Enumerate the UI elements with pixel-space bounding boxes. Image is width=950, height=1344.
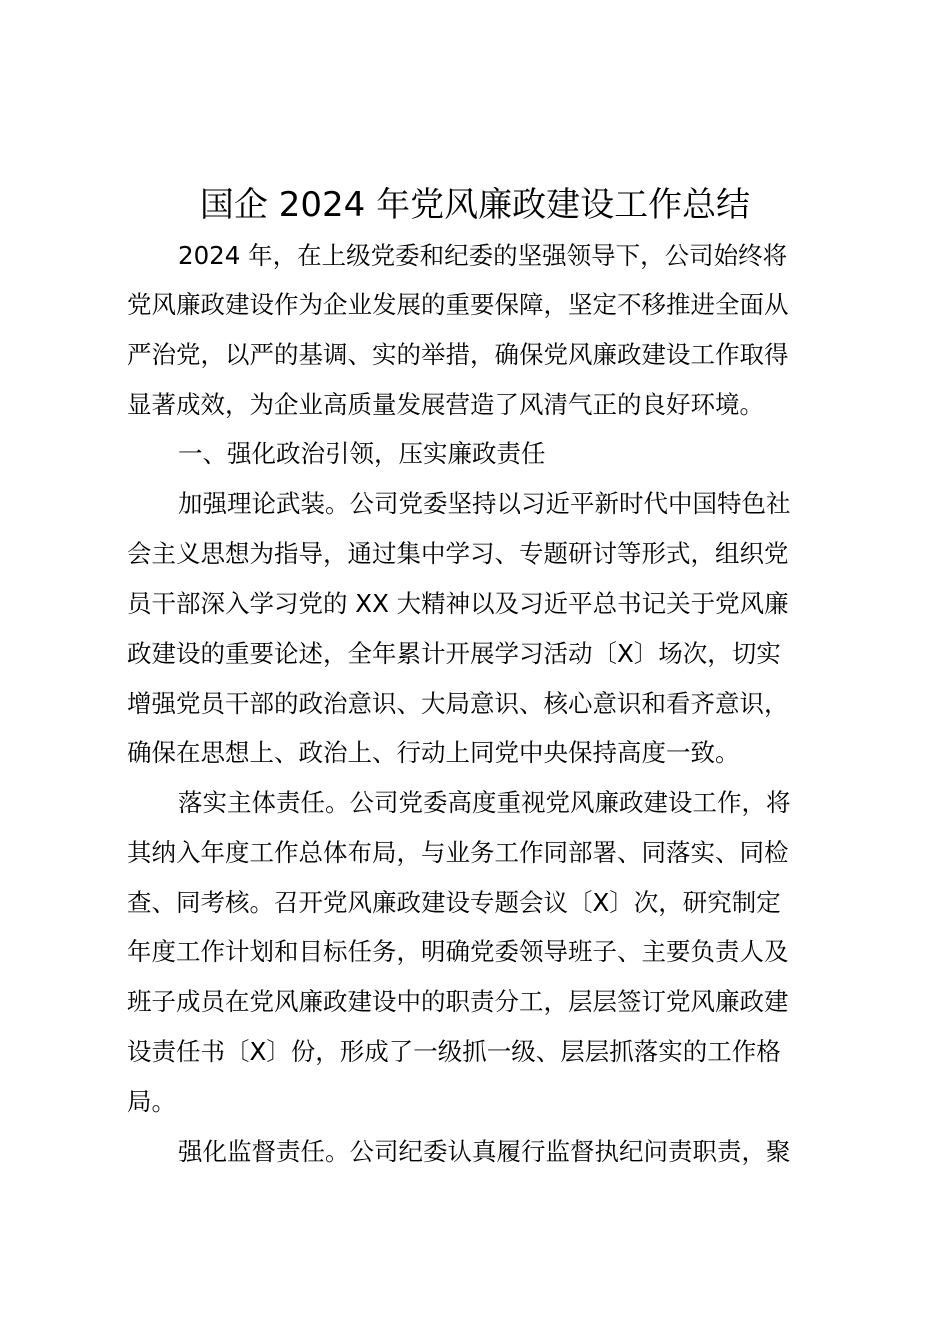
paragraph-line: 加强理论武装。公司党委坚持以习近平新时代中国特色社 [178, 489, 791, 518]
paragraph-line: 查、同考核。召开党风廉政建设专题会议〔X〕次，研究制定 [127, 888, 781, 917]
paragraph-line: 员干部深入学习党的 XX 大精神以及习近平总书记关于党风廉 [127, 589, 789, 618]
paragraph-line: 会主义思想为指导，通过集中学习、专题研讨等形式，组织党 [127, 539, 789, 568]
paragraph-line: 严治党，以严的基调、实的举措，确保党风廉政建设工作取得 [127, 340, 789, 369]
paragraph-line: 确保在思想上、政治上、行动上同党中央保持高度一致。 [127, 738, 740, 767]
paragraph-line: 年度工作计划和目标任务，明确党委领导班子、主要负责人及 [127, 937, 789, 966]
paragraph-line: 党风廉政建设作为企业发展的重要保障，坚定不移推进全面从 [127, 290, 789, 319]
section-heading: 一、强化政治引领，压实廉政责任 [178, 439, 546, 468]
document-title: 国企 2024 年党风廉政建设工作总结 [199, 185, 751, 225]
paragraph-line: 班子成员在党风廉政建设中的职责分工，层层签订党风廉政建 [127, 987, 789, 1016]
paragraph-line: 设责任书〔X〕份，形成了一级抓一级、层层抓落实的工作格 [127, 1037, 781, 1066]
paragraph-line: 增强党员干部的政治意识、大局意识、核心意识和看齐意识， [127, 689, 789, 718]
paragraph-line: 落实主体责任。公司党委高度重视党风廉政建设工作，将 [178, 788, 791, 817]
paragraph-line: 2024 年，在上级党委和纪委的坚强领导下，公司始终将 [178, 241, 788, 270]
paragraph-line: 强化监督责任。公司纪委认真履行监督执纪问责职责，聚 [178, 1137, 791, 1166]
paragraph-line: 其纳入年度工作总体布局，与业务工作同部署、同落实、同检 [127, 838, 789, 867]
paragraph-line: 局。 [127, 1087, 176, 1116]
paragraph-line: 政建设的重要论述，全年累计开展学习活动〔X〕场次，切实 [127, 639, 781, 668]
paragraph-line: 显著成效，为企业高质量发展营造了风清气正的良好环境。 [127, 390, 764, 419]
